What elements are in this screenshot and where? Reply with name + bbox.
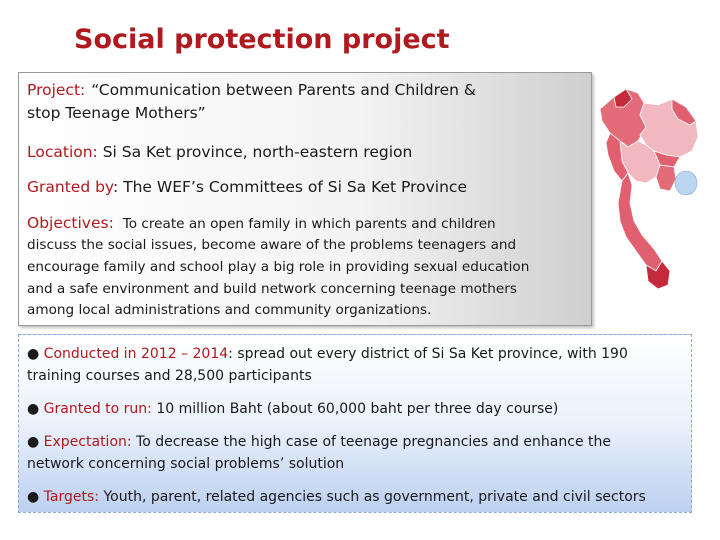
objectives-label: Objectives	[27, 214, 109, 232]
objectives-first: To create an open family in which parents and children	[122, 216, 496, 232]
map-blue-area	[675, 171, 697, 195]
granted-run-item	[27, 398, 558, 420]
bullet-icon: ●	[27, 489, 40, 505]
conducted-label: Conducted in 2012 – 2014	[43, 346, 229, 362]
location-text: Si Sa Ket province, north-eastern region	[102, 143, 413, 161]
granted-label: Granted by	[27, 178, 113, 196]
targets-text: Youth, parent, related agencies such as government, private and civil sectors	[99, 489, 646, 505]
granted-line	[27, 178, 467, 196]
granted-run-text: 10 million Baht (about 60,000 baht per three day course)	[151, 401, 559, 417]
targets-label: Targets:	[43, 489, 99, 505]
objectives-line-4: among local administrations and community organizations.	[27, 302, 432, 319]
objectives-colon: :	[108, 214, 114, 232]
project-text-1: “Communication between Parents and Children &	[91, 81, 477, 99]
thailand-map-image	[592, 85, 702, 290]
location-label: Location:	[27, 143, 98, 161]
targets-item	[27, 486, 646, 508]
objectives-line-3: and a safe environment and build network concerning teenage mothers	[27, 280, 517, 297]
conducted-text-2: training courses and 28,500 participants	[27, 368, 312, 384]
project-details-box	[18, 334, 692, 513]
expectation-label: Expectation:	[43, 434, 132, 450]
expectation-text-1: To decrease the high case of teenage pregnancies and enhance the	[131, 434, 611, 450]
objectives-line-2: encourage family and school play a big role in providing sexual education	[27, 258, 530, 275]
project-info-box	[18, 72, 592, 326]
location-line	[27, 143, 412, 161]
conducted-item	[27, 343, 628, 365]
expectation-text-2: network concerning social problems’ solution	[27, 456, 345, 472]
objectives-line-1: discuss the social issues, become aware of the problems teenagers and	[27, 237, 517, 253]
objectives-paragraph	[27, 235, 529, 322]
map-south-region	[618, 173, 662, 271]
map-east-region	[656, 165, 676, 191]
project-text-2: stop Teenage Mothers”	[27, 104, 206, 122]
bullet-icon: ●	[27, 401, 40, 417]
granted-run-label: Granted to run:	[43, 401, 152, 417]
bullet-icon: ●	[27, 434, 40, 450]
page-title: Social protection project	[74, 24, 450, 55]
bullet-icon: ●	[27, 346, 40, 362]
project-label: Project:	[27, 81, 86, 99]
objectives-line	[27, 214, 496, 232]
expectation-item	[27, 431, 611, 453]
conducted-text-1: : spread out every district of Si Sa Ket province, with 190	[228, 346, 628, 362]
project-line-1	[27, 81, 476, 99]
granted-text: : The WEF’s Committees of Si Sa Ket Province	[112, 178, 467, 196]
